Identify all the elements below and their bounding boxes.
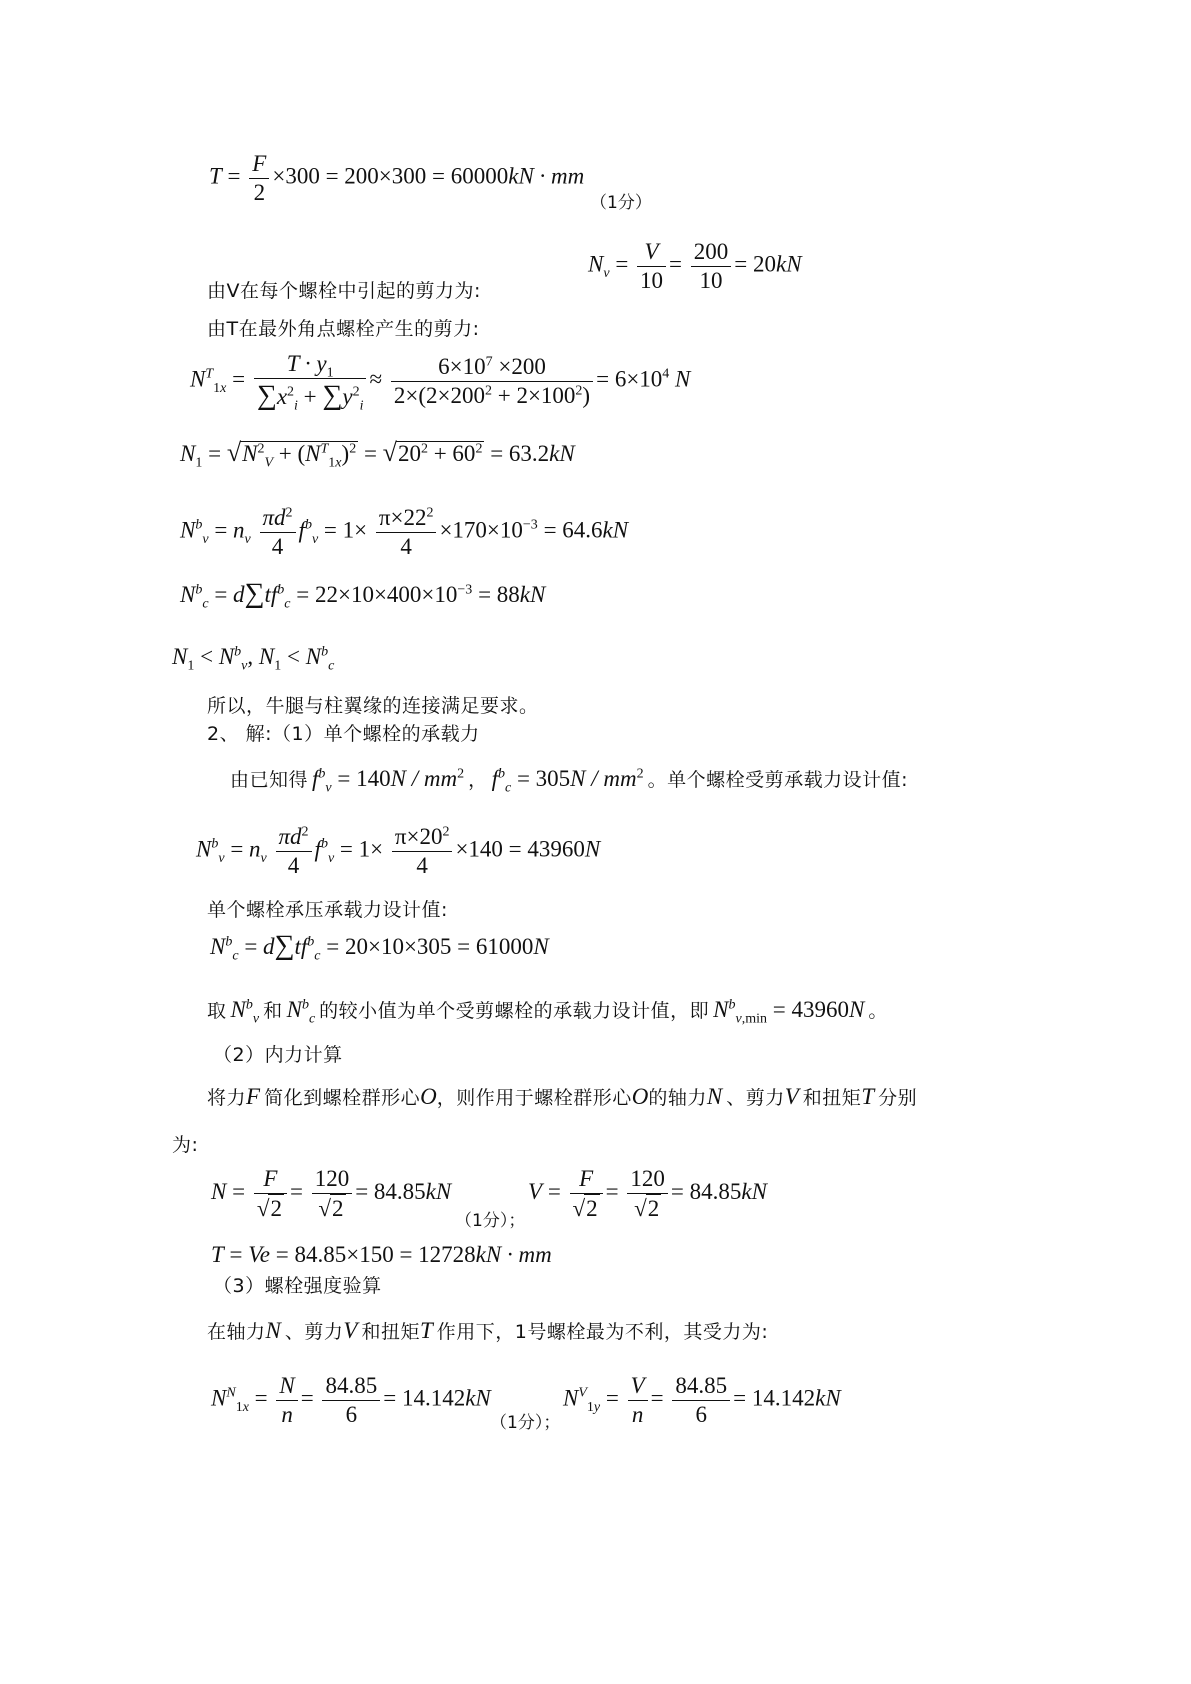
eq-torque-2: T = Ve = 84.85×150 = 12728kN · mm [211, 1242, 552, 1267]
eq-ncb-2: $N^b_c = d\sum tf^b_c = 20\times 10\times 305 = 61000N$ [210, 930, 549, 964]
known-values-line: 由已知得 $f^b_v = 140N / mm^2$ ， $f^b_c = 305N / mm^2$ 。单个螺栓受剪承载力设计值: [230, 766, 909, 796]
simplify-line: 将力F 简化到螺栓群形心O，则作用于螺栓群形心O的轴力N 、剪力V 和扭矩T 分别 [207, 1084, 918, 1109]
score-note: （1分） [590, 193, 652, 213]
text-bearing-heading: 单个螺栓承压承载力设计值: [207, 899, 448, 921]
text-shear-t: 由T在最外角点螺栓产生的剪力: [207, 318, 480, 340]
text-conclusion: 所以，牛腿与柱翼缘的连接满足要求。 [207, 695, 539, 717]
eq-torque: T = $\frac{F}{2}$ ×300 = 200×300 = 60000kN · mm [209, 151, 585, 205]
simplify-line-2: 为: [172, 1134, 199, 1156]
score-note-2: （1分）； [455, 1211, 526, 1231]
eq-n1x-t: $N^T_{1x}$ = $\frac{T \cdot y_1}{\sum x^2_i + \sum y^2_i}$ ≈ $\frac{6\times 10^7 \times 200}{2\times(2\times 200^2 + 2\times 100^2)}$ = $6\times 10^4$ N [190, 351, 691, 414]
eq-axial-n: N = $\frac{F}{√2}$ = $\frac{120}{√2}$ = 84.85kN [211, 1166, 452, 1221]
eq-n1x-n: $N^N_{1x}$ = $\frac{N}{n}$ = $\frac{84.85}{6}$ = 14.142kN [211, 1373, 491, 1427]
eq-n1-resultant: $N_1 = √N^2_V + (N^T_{1x})^2 = √20^2 + 60^2 = 63.2kN$ [180, 438, 575, 471]
frac-num: F [249, 150, 269, 179]
text-solution-2: 2、 解:（1）单个螺栓的承载力 [207, 723, 480, 745]
text-strength-heading: （3）螺栓强度验算 [213, 1275, 382, 1297]
under-loads-line: 在轴力N 、剪力V 和扭矩T 作用下，1号螺栓最为不利，其受力为: [207, 1318, 769, 1343]
eq-nv-shear: $N_v$ = $\frac{V}{10}$ = $\frac{200}{10}$ = 20kN [588, 239, 802, 293]
text-internal-heading: （2）内力计算 [213, 1044, 343, 1066]
text-shear-v: 由V在每个螺栓中引起的剪力为: [207, 280, 481, 302]
take-min-line: 取 $N^b_v$ 和 $N^b_c$ 的较小值为单个受剪螺栓的承载力设计值，即 $N^b_{v,min} = 43960N$ 。 [207, 997, 888, 1027]
eq-ncb-1: $N^b_c = d\sum tf^b_c = 22\times 10\times 400\times 10^{-3} = 88kN$ [180, 578, 546, 612]
eq-n1y-v: $N^V_{1y}$ = $\frac{V}{n}$ = $\frac{84.85}{6}$ = 14.142kN [563, 1373, 841, 1427]
eq-nvb-1: $N^b_v = n_v$ $\frac{\pi d^2}{4}$ $f^b_v = 1\times$ $\frac{\pi\times 22^2}{4}$ $\times 170\times 10^{-3} = 64.6kN$ [180, 505, 629, 559]
score-note-3: （1分）； [490, 1413, 561, 1433]
eq-comparison: $N_1 < N^b_v$, $N_1 < N^b_c$ [172, 644, 335, 674]
eq-nvb-2: $N^b_v = n_v$ $\frac{\pi d^2}{4}$ $f^b_v = 1\times$ $\frac{\pi\times 20^2}{4}$ ×140 = 43960N [196, 824, 601, 878]
eq-shear-v: V = $\frac{F}{√2}$ = $\frac{120}{√2}$ = 84.85kN [528, 1166, 767, 1221]
